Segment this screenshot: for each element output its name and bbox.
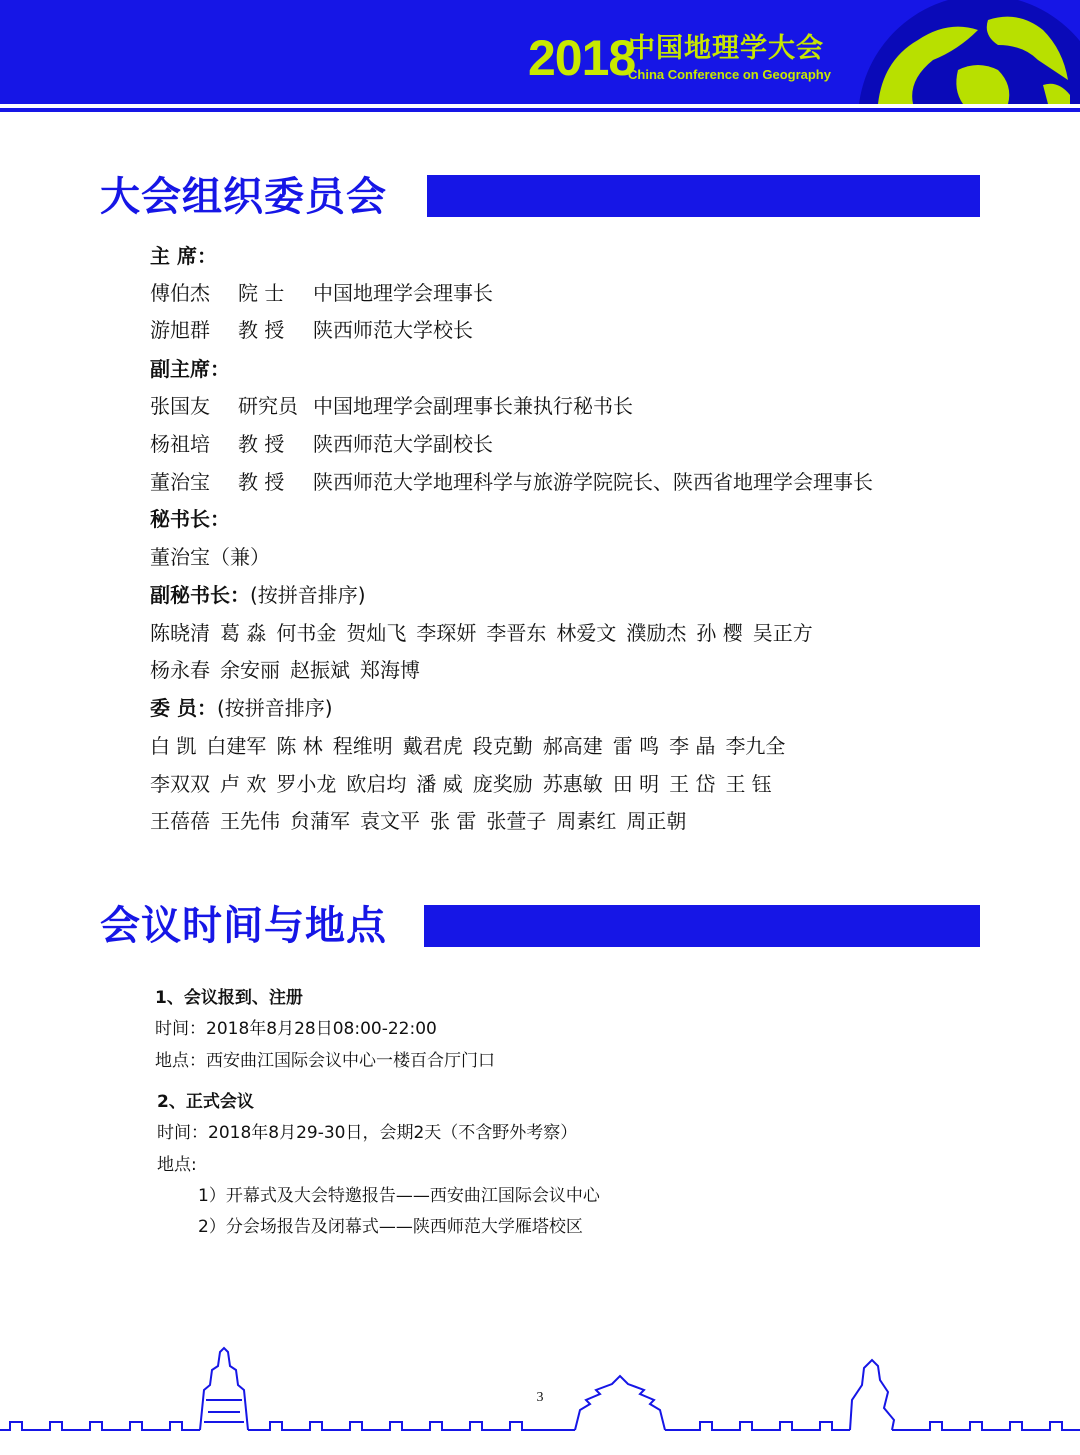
person-position: 中国地理学会理事长 bbox=[313, 281, 493, 305]
deputy-note: (按拼音排序) bbox=[250, 583, 366, 607]
member-heading bbox=[150, 695, 333, 721]
person-title: 研究员 bbox=[238, 394, 298, 418]
deputy-heading bbox=[150, 582, 366, 608]
person-name: 陈 林 bbox=[276, 734, 323, 758]
person-name: 王 岱 bbox=[669, 772, 716, 796]
chair-row bbox=[150, 280, 493, 306]
vice-chair-row bbox=[150, 431, 493, 457]
person-name: 白建军 bbox=[206, 734, 267, 758]
conference-title: 2、正式会议 bbox=[157, 1092, 254, 1112]
person-name: 庞奖励 bbox=[472, 772, 533, 796]
logo-title-en: China Conference on Geography bbox=[628, 67, 831, 82]
person-title: 院 士 bbox=[238, 281, 285, 305]
vice-chair-label: 副主席： bbox=[150, 357, 230, 381]
person-name: 游旭群 bbox=[150, 318, 210, 342]
person-name: 董治宝 bbox=[150, 470, 210, 494]
person-position: 陕西师范大学地理科学与旅游学院院长、陕西省地理学会理事长 bbox=[313, 470, 873, 494]
person-name: 郑海博 bbox=[360, 658, 420, 682]
chair-label: 主 席： bbox=[150, 244, 217, 268]
chair-row bbox=[150, 317, 473, 343]
person-name: 李晋东 bbox=[486, 621, 547, 645]
person-name: 孙 樱 bbox=[696, 621, 743, 645]
person-name: 白 凯 bbox=[150, 734, 197, 758]
person-name: 杨祖培 bbox=[150, 432, 210, 456]
person-name: 段克勤 bbox=[472, 734, 533, 758]
person-name: 周正朝 bbox=[626, 809, 687, 833]
person-name: 贺灿飞 bbox=[346, 621, 407, 645]
person-name: 贠蒲军 bbox=[290, 809, 350, 833]
registration-title: 1、会议报到、注册 bbox=[155, 988, 303, 1008]
logo-year: 2018 bbox=[528, 30, 636, 86]
person-name: 何书金 bbox=[276, 621, 337, 645]
person-name: 李琛妍 bbox=[416, 621, 477, 645]
member-names-row bbox=[150, 808, 696, 834]
person-name: 余安丽 bbox=[220, 658, 280, 682]
person-name: 田 明 bbox=[612, 772, 660, 796]
person-name: 王蓓蓓 bbox=[150, 809, 210, 833]
conference-place-item: 1）开幕式及大会特邀报告——西安曲江国际会议中心 bbox=[198, 1186, 600, 1206]
secretary-name: 董治宝（兼） bbox=[150, 545, 270, 569]
heading-bar bbox=[427, 175, 980, 217]
committee-heading: 大会组织委员会 bbox=[100, 174, 387, 220]
person-name: 林爱文 bbox=[556, 621, 617, 645]
person-name: 王先伟 bbox=[220, 809, 280, 833]
person-position: 中国地理学会副理事长兼执行秘书长 bbox=[313, 394, 633, 418]
globe-icon bbox=[838, 0, 1080, 104]
person-name: 程维明 bbox=[332, 734, 393, 758]
conference-place-label: 地点: bbox=[157, 1155, 197, 1175]
member-label: 委 员： bbox=[150, 696, 217, 720]
venue-heading: 会议时间与地点 bbox=[100, 903, 387, 949]
person-name: 郝高建 bbox=[542, 734, 603, 758]
person-name: 吴正方 bbox=[752, 621, 813, 645]
vice-chair-row bbox=[150, 469, 873, 495]
registration-time: 时间：2018年8月28日08:00-22:00 bbox=[155, 1019, 437, 1039]
heading-bar bbox=[424, 905, 980, 947]
logo-title-cn: 中国地理学大会 bbox=[628, 33, 824, 64]
deputy-names-row bbox=[150, 657, 430, 683]
person-title: 教 授 bbox=[238, 432, 285, 456]
person-name: 赵振斌 bbox=[290, 658, 350, 682]
person-name: 苏惠敏 bbox=[542, 772, 603, 796]
person-position: 陕西师范大学校长 bbox=[313, 318, 473, 342]
person-name: 傅伯杰 bbox=[150, 281, 210, 305]
person-position: 陕西师范大学副校长 bbox=[313, 432, 493, 456]
person-name: 陈晓清 bbox=[150, 621, 210, 645]
person-name: 葛 淼 bbox=[220, 621, 267, 645]
person-title: 教 授 bbox=[238, 318, 285, 342]
person-name: 王 钰 bbox=[725, 772, 772, 796]
member-names-row bbox=[150, 771, 782, 797]
conference-place-item: 2）分会场报告及闭幕式——陕西师范大学雁塔校区 bbox=[198, 1217, 583, 1237]
person-name: 卢 欢 bbox=[220, 772, 267, 796]
person-name: 张国友 bbox=[150, 394, 210, 418]
person-name: 李双双 bbox=[150, 772, 210, 796]
person-title: 教 授 bbox=[238, 470, 285, 494]
deputy-label: 副秘书长： bbox=[150, 583, 250, 607]
person-name: 袁文平 bbox=[360, 809, 420, 833]
person-name: 欧启均 bbox=[346, 772, 407, 796]
deputy-names-row bbox=[150, 620, 823, 646]
person-name: 罗小龙 bbox=[276, 772, 337, 796]
header-divider bbox=[0, 108, 1080, 112]
person-name: 张 雷 bbox=[430, 809, 477, 833]
person-name: 雷 鸣 bbox=[612, 734, 660, 758]
person-name: 李九全 bbox=[725, 734, 786, 758]
member-note: (按拼音排序) bbox=[216, 696, 333, 720]
vice-chair-row bbox=[150, 393, 633, 419]
person-name: 濮励杰 bbox=[626, 621, 687, 645]
page-number: 3 bbox=[536, 1390, 544, 1405]
person-name: 潘 威 bbox=[416, 772, 463, 796]
member-names-row bbox=[150, 733, 795, 759]
conference-time: 时间：2018年8月29-30日，会期2天（不含野外考察） bbox=[157, 1123, 578, 1143]
person-name: 周素红 bbox=[556, 809, 617, 833]
person-name: 戴君虎 bbox=[402, 734, 463, 758]
person-name: 张萱子 bbox=[486, 809, 547, 833]
person-name: 李 晶 bbox=[669, 734, 716, 758]
registration-place: 地点：西安曲江国际会议中心一楼百合厅门口 bbox=[155, 1051, 495, 1071]
secretary-label: 秘书长： bbox=[150, 507, 230, 531]
person-name: 杨永春 bbox=[150, 658, 210, 682]
